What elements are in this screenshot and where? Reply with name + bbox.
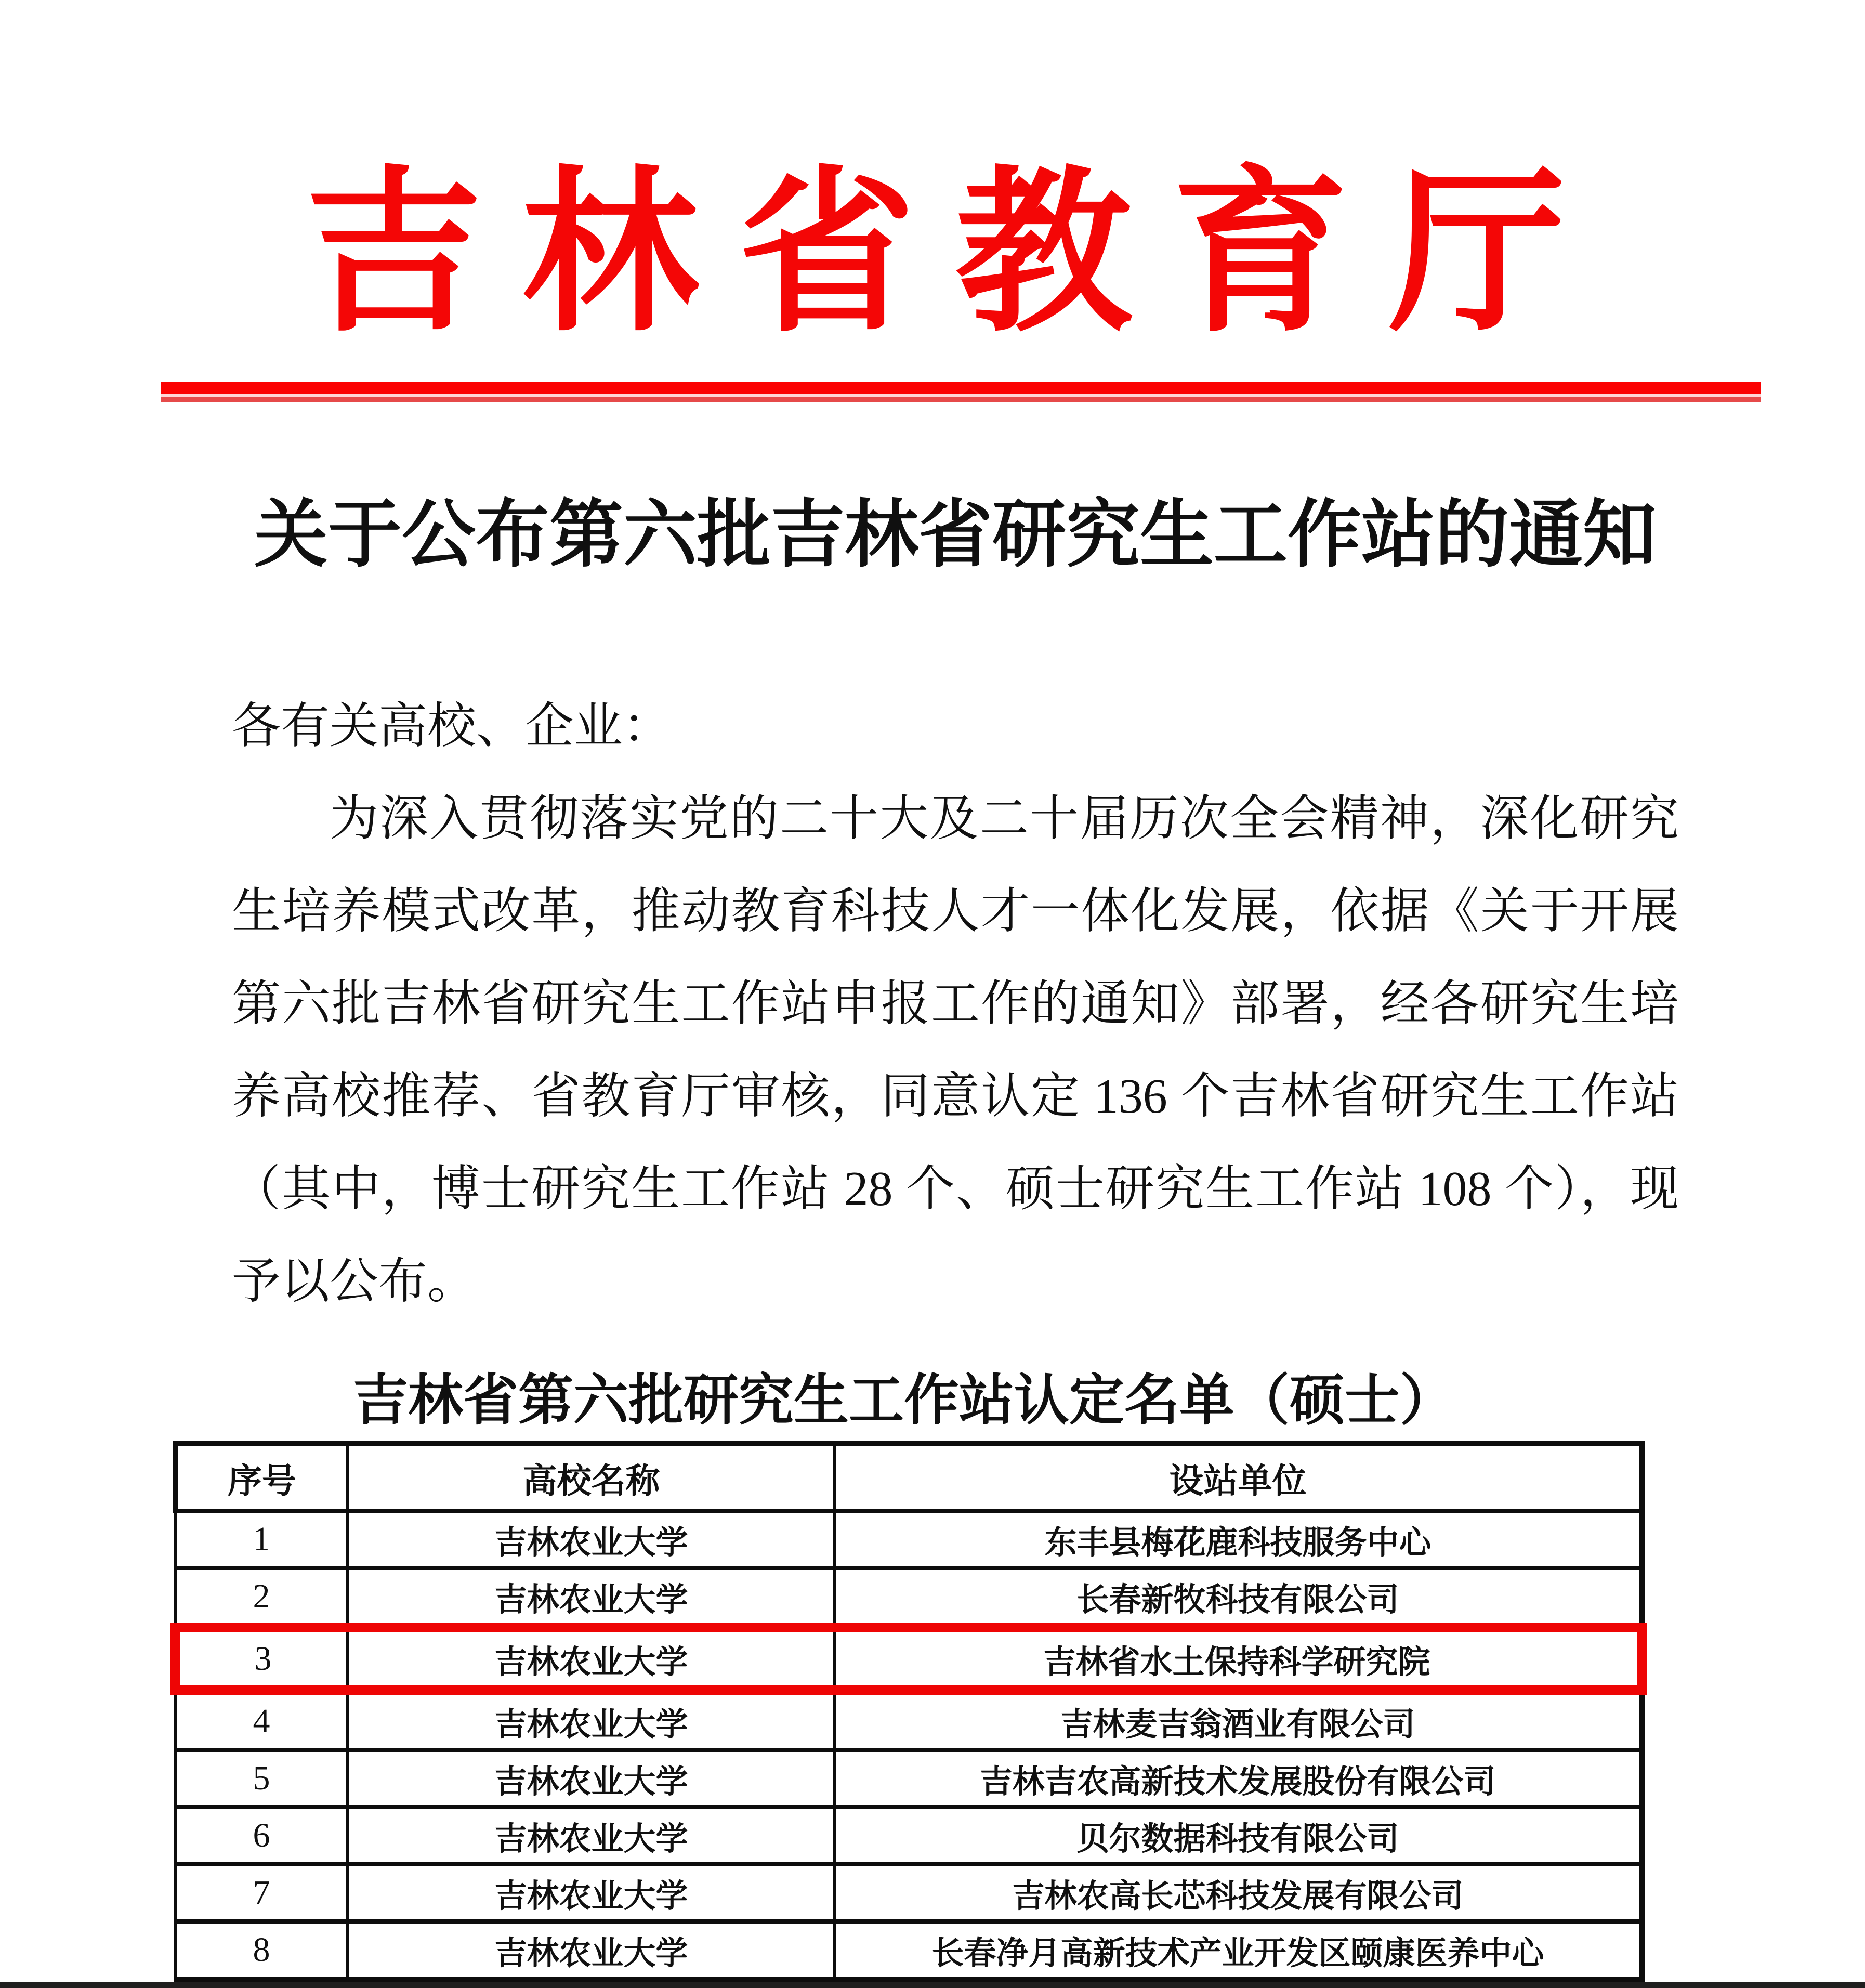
letterhead-rule-gap [161,394,1761,397]
row-number: 3 [175,1628,348,1690]
station-unit-name: 长春净月高新技术产业开发区颐康医养中心 [835,1921,1642,1979]
row-number: 5 [175,1750,348,1807]
roster-table-title: 吉林省第六批研究生工作站认定名单（硕士） [353,1370,1455,1432]
col-header-university: 高校名称 [348,1444,835,1511]
table-row [175,1690,1642,1750]
university-name: 吉林农业大学 [348,1807,835,1864]
letterhead-rule-thick [161,382,1761,394]
row-number: 4 [175,1690,348,1750]
table-header-row [175,1444,1642,1511]
station-unit-name: 吉林吉农高新技术发展股份有限公司 [835,1750,1642,1807]
station-unit-name: 贝尔数据科技有限公司 [835,1807,1642,1864]
col-header-station-unit: 设站单位 [835,1444,1642,1511]
letterhead-rule-thin [161,397,1761,402]
agency-title: 吉林省教育厅 [305,156,1606,352]
university-name: 吉林农业大学 [348,1921,835,1979]
university-name: 吉林农业大学 [348,1628,835,1690]
university-name: 吉林农业大学 [348,1568,835,1628]
table-row [175,1807,1642,1864]
university-name: 吉林农业大学 [348,1690,835,1750]
scan-edge-artifact [0,1982,1865,1988]
station-unit-name: 吉林麦吉翁酒业有限公司 [835,1690,1642,1750]
station-unit-name: 吉林省水土保持科学研究院 [835,1628,1642,1690]
station-unit-name: 东丰县梅花鹿科技服务中心 [835,1511,1642,1568]
table-row-highlighted [175,1628,1642,1690]
university-name: 吉林农业大学 [348,1864,835,1921]
row-number: 7 [175,1864,348,1921]
notice-title: 关于公布第六批吉林省研究生工作站的通知 [254,494,1657,576]
row-number: 8 [175,1921,348,1979]
table-row [175,1511,1642,1568]
table-row [175,1864,1642,1921]
station-unit-name: 吉林农高长芯科技发展有限公司 [835,1864,1642,1921]
table-row [175,1750,1642,1807]
university-name: 吉林农业大学 [348,1511,835,1568]
table-row [175,1568,1642,1628]
salutation: 各有关高校、企业： [232,699,672,754]
letterhead [0,0,1865,402]
col-header-number: 序号 [175,1444,348,1511]
workstation-roster-table [170,1441,1647,1982]
row-number: 6 [175,1807,348,1864]
row-number: 1 [175,1511,348,1568]
notice-body [0,491,1865,1982]
university-name: 吉林农业大学 [348,1750,835,1807]
notice-paragraph: 为深入贯彻落实党的二十大及二十届历次全会精神，深化研究生培养模式改革，推动教育科技人才一体化发展，依据《关于开展第六批吉林省研究生工作站申报工作的通知》部署，经各研究生培养高校推荐、省教育厅审核，同意认定 136 个吉林省研究生工作站（其中，博士研究生工作站 28 个、硕士研究生工作站 108 个），现予以公布。 [232,792,1679,1309]
table-row [175,1921,1642,1979]
row-number: 2 [175,1568,348,1628]
table-body [175,1511,1642,1979]
station-unit-name: 长春新牧科技有限公司 [835,1568,1642,1628]
